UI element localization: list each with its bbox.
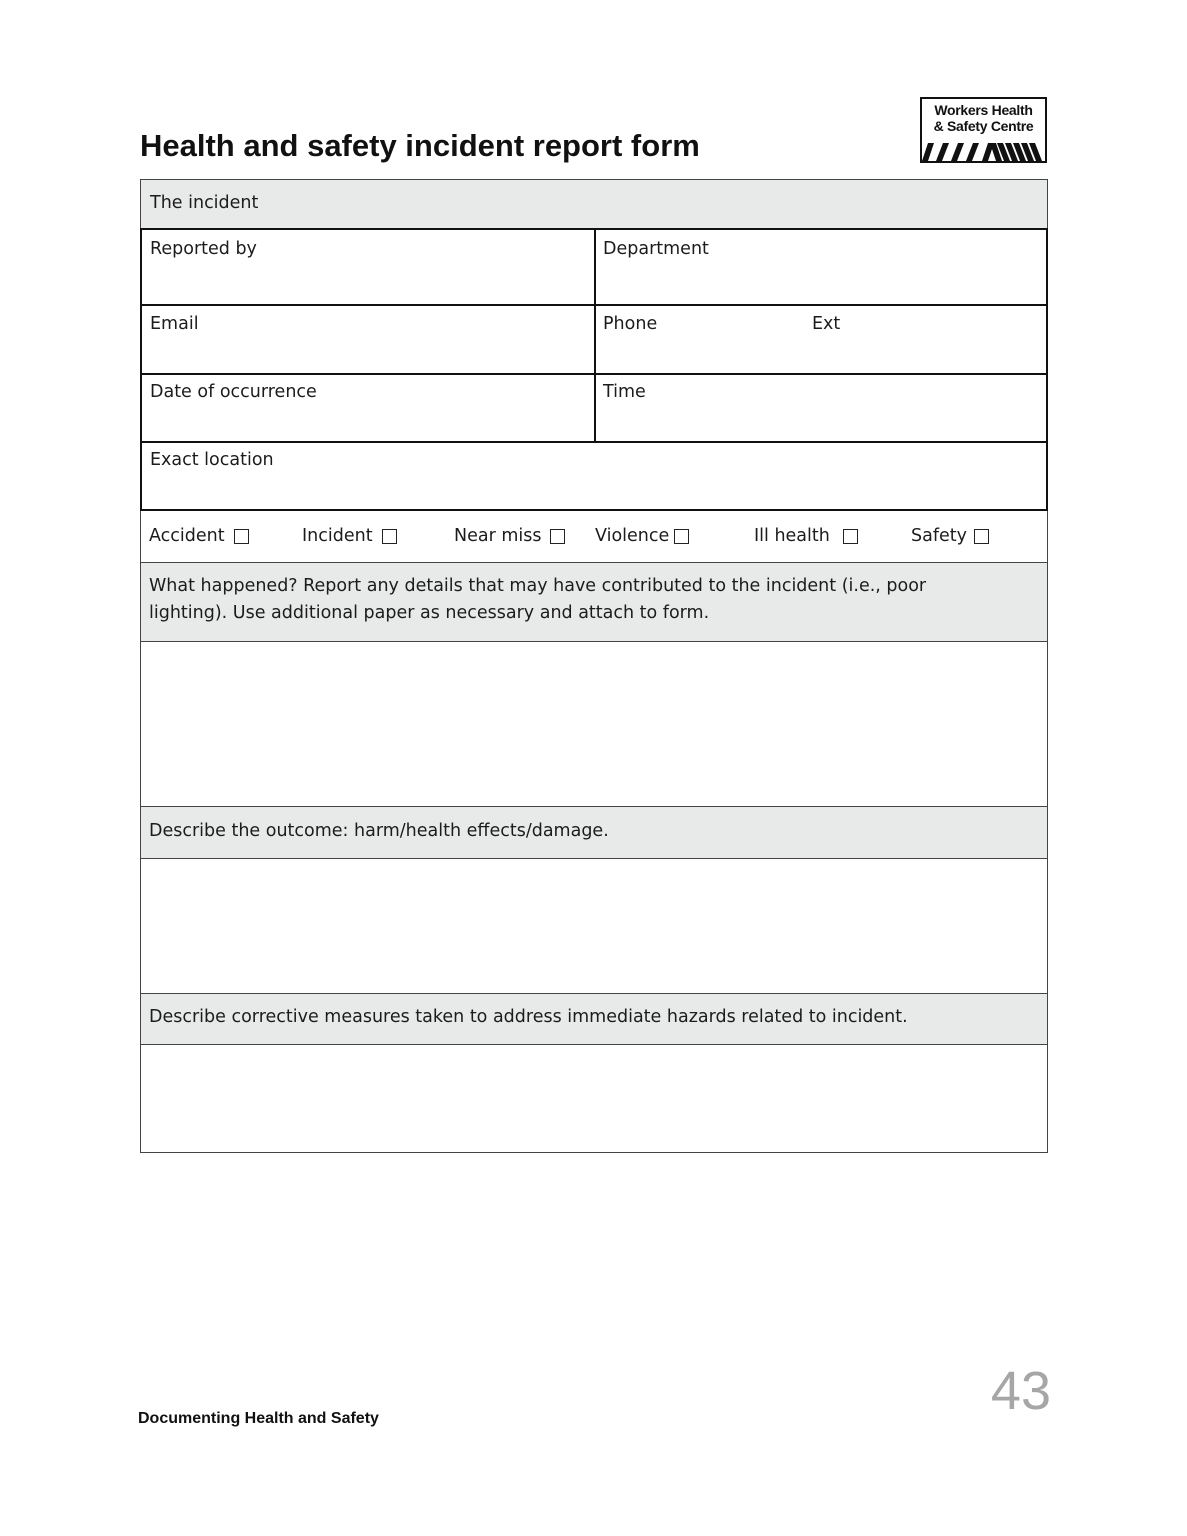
section-header-label: The incident bbox=[150, 193, 259, 213]
page-number: 43 bbox=[990, 1361, 1051, 1421]
reported-by-label: Reported by bbox=[150, 239, 257, 259]
time-label: Time bbox=[603, 382, 646, 402]
category-safety[interactable]: Safety bbox=[911, 511, 989, 561]
department-label: Department bbox=[603, 239, 709, 259]
exact-location-label: Exact location bbox=[150, 450, 274, 470]
outcome-label: Describe the outcome: harm/health effects/damage. bbox=[149, 821, 609, 841]
hazard-stripes-icon bbox=[922, 137, 1045, 161]
logo-text: Workers Health & Safety Centre bbox=[933, 102, 1034, 134]
category-accident[interactable]: Accident bbox=[149, 511, 249, 561]
details-grid-overlay bbox=[140, 228, 1048, 511]
email-label: Email bbox=[150, 314, 199, 334]
category-incident[interactable]: Incident bbox=[302, 511, 397, 561]
date-of-occurrence-label: Date of occurrence bbox=[150, 382, 317, 402]
category-near-miss[interactable]: Near miss bbox=[454, 511, 565, 561]
organization-logo bbox=[920, 97, 1047, 163]
phone-label: Phone bbox=[603, 314, 658, 334]
category-ill-health[interactable]: Ill health bbox=[754, 511, 858, 561]
footer-text: Documenting Health and Safety bbox=[138, 1410, 379, 1427]
what-happened-line2: lighting). Use additional paper as necessary and attach to form. bbox=[149, 603, 710, 623]
corrective-label: Describe corrective measures taken to address immediate hazards related to incident. bbox=[149, 1007, 908, 1027]
what-happened-line1: What happened? Report any details that may have contributed to the incident (i.e., poor bbox=[149, 576, 927, 596]
page-title: Health and safety incident report form bbox=[140, 128, 700, 163]
ext-label: Ext bbox=[812, 314, 841, 334]
category-violence[interactable]: Violence bbox=[595, 511, 689, 561]
